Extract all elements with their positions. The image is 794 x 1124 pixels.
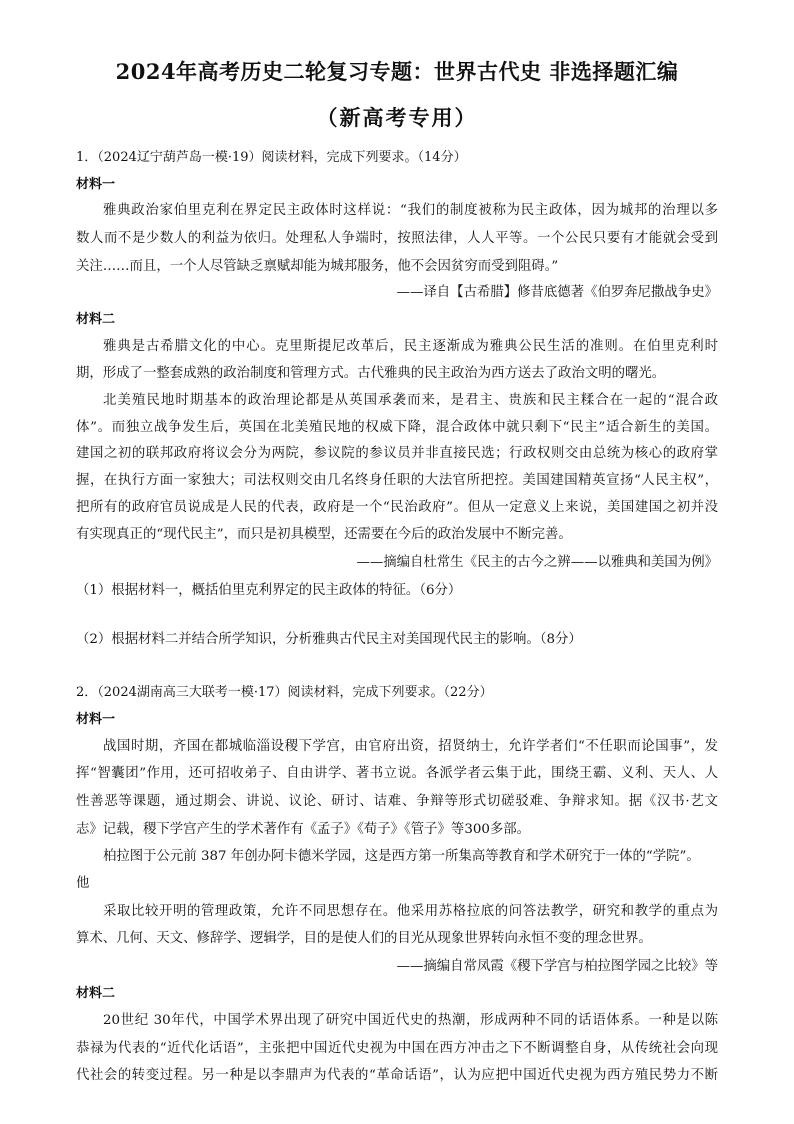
q1-material-2-line: 握，在执行方面一家独大；司法权则交由几名终身任职的大法官所把控。美国建国精英宣扬“人民主权”， [76, 473, 718, 488]
page-subtitle: （新高考专用） [316, 105, 478, 130]
q1-material-2-line: 体”。而独立战争发生后，英国在北美殖民地的权威下降，混合政体中就只剩下“民主”适合新生的美国。 [76, 420, 718, 435]
q1-material-2-line: 有实现真正的“现代民主”，而只是初具模型，还需要在今后的政治发展中不断完善。 [76, 527, 572, 542]
q2-material-1-line: 他 [76, 876, 90, 891]
q1-subquestion-2: （2）根据材料二并结合所学知识，分析雅典古代民主对美国现代民主的影响。（8分） [76, 632, 582, 647]
q2-material-1-line: 算术、几何、天文、修辞学、逻辑学，目的是使人们的目光从现象世界转向永恒不变的理念世界。 [76, 931, 652, 946]
q1-material-1-line: 数人而不是少数人的利益为依归。处理私人争端时，按照法律，人人平等。一个公民只要有才能就会受到 [76, 231, 718, 246]
q2-material-1-line: 性善恶等课题，通过期会、讲说、议论、研讨、诘难、争辩等形式切磋驳难、争辩求知。据《汉书·艺文 [76, 794, 718, 809]
q2-material-1-line: 志》记载，稷下学宫产生的学术著作有《孟子》《荀子》《管子》等300多部。 [76, 822, 531, 837]
q1-material-1-line: 关注……而且，一个人尽管缺乏禀赋却能为城邦服务，他不会因贫穷而受到阻碍。” [76, 259, 559, 274]
q1-material-1-line: 雅典政治家伯里克利在界定民主政体时这样说：“我们的制度被称为民主政体，因为城邦的治理以多 [103, 203, 718, 218]
q2-material-1-line: 采取比较开明的管理政策，允许不同思想存在。他采用苏格拉底的问答法教学，研究和教学的重点为 [103, 904, 718, 919]
q1-material-2-line: 建国之初的联邦政府将议会分为两院，参议院的参议员并非直接民选；行政权则交由总统为核心的政府掌 [76, 446, 718, 461]
q2-material-1-line: 柏拉图于公元前 387 年创办阿卡德米学园，这是西方第一所集高等教育和学术研究于一体的“学院”。 [103, 849, 700, 864]
q1-material-2-label: 材料二 [76, 312, 116, 327]
q2-material-2-line: 恭禄为代表的“近代化话语”，主张把中国近代史视为中国在西方冲击之下不断调整自身，从传统社会向现 [76, 1041, 718, 1056]
q1-material-2-line: 期，形成了一整套成熟的政治制度和管理方式。古代雅典的民主政治为西方送去了政治文明的曙光。 [76, 366, 666, 381]
q1-material-2-line: 北美殖民地时期基本的政治理论都是从英国承袭而来，是君主、贵族和民主糅合在一起的“混合政 [103, 393, 718, 408]
question-2-header: 2．（2024湖南高三大联考一模·17）阅读材料，完成下列要求。（22分） [76, 685, 493, 700]
question-1-header: 1．（2024辽宁葫芦岛一模·19）阅读材料，完成下列要求。（14分） [76, 150, 467, 165]
q1-material-1-label: 材料一 [76, 177, 116, 192]
q2-material-2-line: 代社会的转变过程。另一种是以李鼎声为代表的“革命话语”，认为应把中国近代史视为西方殖民势力不断 [76, 1068, 718, 1083]
q1-material-1-source: ——译自【古希腊】修昔底德著《伯罗奔尼撒战争史》 [396, 285, 718, 300]
q2-material-1-label: 材料一 [76, 712, 116, 727]
q2-material-1-line: 战国时期，齐国在都城临淄设稷下学宫，由官府出资，招贤纳士，允许学者们“不任职而论国事”，发 [103, 739, 718, 754]
page-title: 2024年高考历史二轮复习专题：世界古代史 非选择题汇编 [115, 59, 679, 84]
q1-material-2-line: 雅典是古希腊文化的中心。克里斯提尼改革后，民主逐渐成为雅典公民生活的准则。在伯里克利时 [103, 339, 718, 354]
q2-material-1-source: ——摘编自常凤霞《稷下学宫与柏拉图学园之比较》等 [396, 959, 718, 974]
q2-material-2-line: 20世纪 30年代，中国学术界出现了研究中国近代史的热潮，形成两种不同的话语体系。一种是以陈 [103, 1013, 718, 1028]
q2-material-2-label: 材料二 [76, 986, 116, 1001]
q1-material-2-line: 把所有的政府官员说成是人民的代表，政府是一个“民治政府”。但从一定意义上来说，美国建国之初并没 [76, 500, 718, 515]
q1-material-2-source: ——摘编自杜常生《民主的古今之辨——以雅典和美国为例》 [356, 555, 718, 570]
q2-material-1-line: 挥“智囊团”作用，还可招收弟子、自由讲学、著书立说。各派学者云集于此，围绕王霸、义利、天人、人 [76, 766, 718, 781]
q1-subquestion-1: （1）根据材料一，概括伯里克利界定的民主政体的特征。（6分） [76, 583, 462, 598]
